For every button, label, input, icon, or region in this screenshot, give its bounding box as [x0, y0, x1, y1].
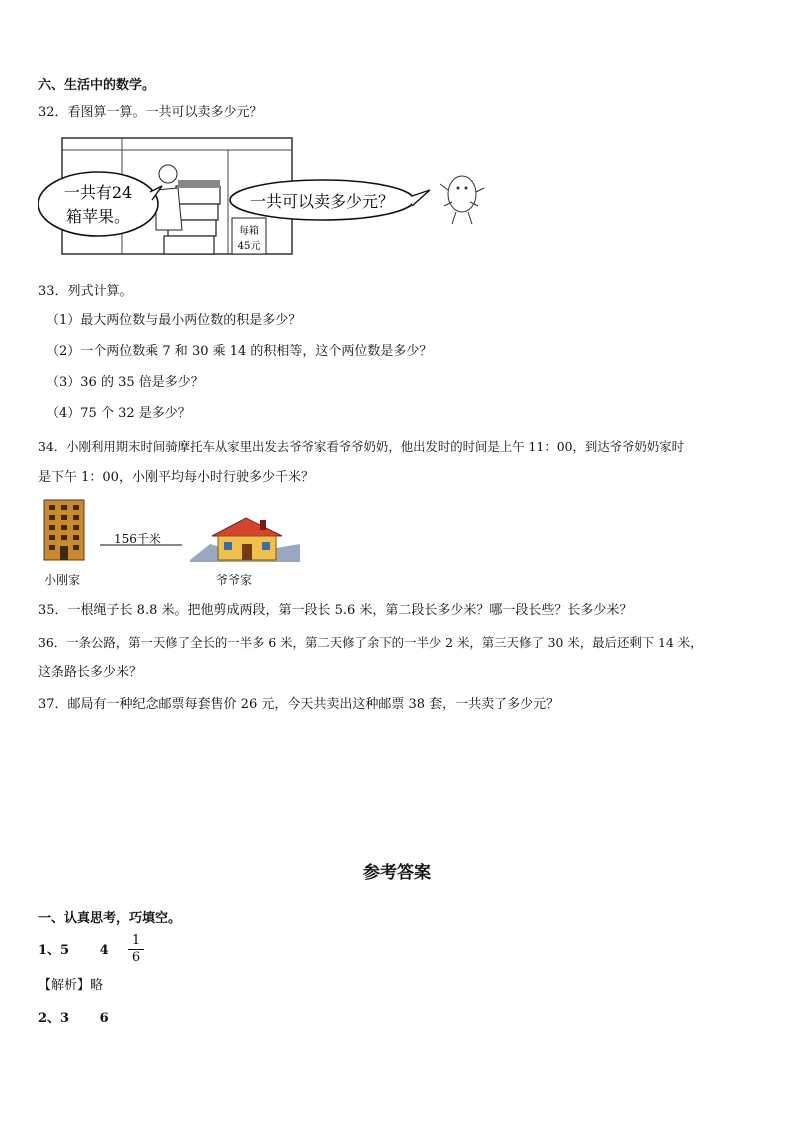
answer-1-fraction	[128, 934, 144, 965]
question-32: 32．看图算一算。一共可以卖多少元？	[38, 105, 263, 120]
answer-1-note: 【解析】略	[38, 978, 104, 993]
bubble-2-shape	[226, 176, 432, 226]
question-36-line1: 36．一条公路，第一天修了全长的一半多 6 米，第二天修了余下的一半少 2 米，第三天修了 30 米，最后还剩下 14 米，	[38, 635, 703, 650]
question-34-line2: 是下午 1：00，小刚平均每小时行驶多少千米？	[38, 470, 314, 485]
distance-label: 156千米	[114, 532, 161, 546]
question-33-item-1: （1）最大两位数与最小两位数的积是多少？	[46, 313, 302, 328]
home-label: 小刚家	[44, 573, 81, 587]
bubble1-line2: 箱苹果。	[65, 207, 131, 226]
grandpa-label: 爷爷家	[216, 573, 253, 587]
question-35: 35．一根绳子长 8.8 米。把他剪成两段，第一段长 5.6 米，第二段长多少米？哪一段长些？长多少米？	[38, 603, 633, 618]
price-sign-line2: 45元	[237, 241, 261, 252]
answers-title: 参考答案	[363, 863, 431, 883]
distance-line	[100, 543, 184, 547]
apartment-building-icon	[40, 498, 88, 562]
answers-section-heading: 一、认真思考，巧填空。	[38, 911, 182, 926]
cartoon-egg-icon	[438, 166, 490, 230]
question-37: 37．邮局有一种纪念邮票每套售价 26 元，今天共卖出这种邮票 38 套，一共卖了多少元？	[38, 697, 560, 712]
question-33-item-4: （4）75 个 32 是多少？	[46, 406, 191, 421]
grandpa-house-icon	[190, 514, 302, 564]
answer-1: 1、5 4	[38, 943, 109, 958]
price-sign-line1: 每箱	[239, 226, 259, 237]
answer-2: 2、3 6	[38, 1011, 109, 1026]
question-33-item-3: （3）36 的 35 倍是多少？	[46, 375, 204, 390]
question-33: 33．列式计算。	[38, 284, 133, 299]
bubble1-line1: 一共有24	[63, 183, 133, 202]
question-33-item-2: （2）一个两位数乘 7 和 30 乘 14 的积相等，这个两位数是多少？	[46, 344, 433, 359]
section-heading: 六、生活中的数学。	[38, 78, 156, 93]
question-34-line1: 34．小刚利用期末时间骑摩托车从家里出发去爷爷家看爷爷奶奶，他出发时的时间是上午 11：00，到达爷爷奶奶家时	[38, 439, 684, 454]
fraction-denominator: 6	[131, 950, 141, 965]
question-36-line2: 这条路长多少米？	[38, 665, 143, 680]
bubble2-text: 一共可以卖多少元？	[249, 192, 395, 211]
fraction-numerator: 1	[131, 933, 141, 948]
